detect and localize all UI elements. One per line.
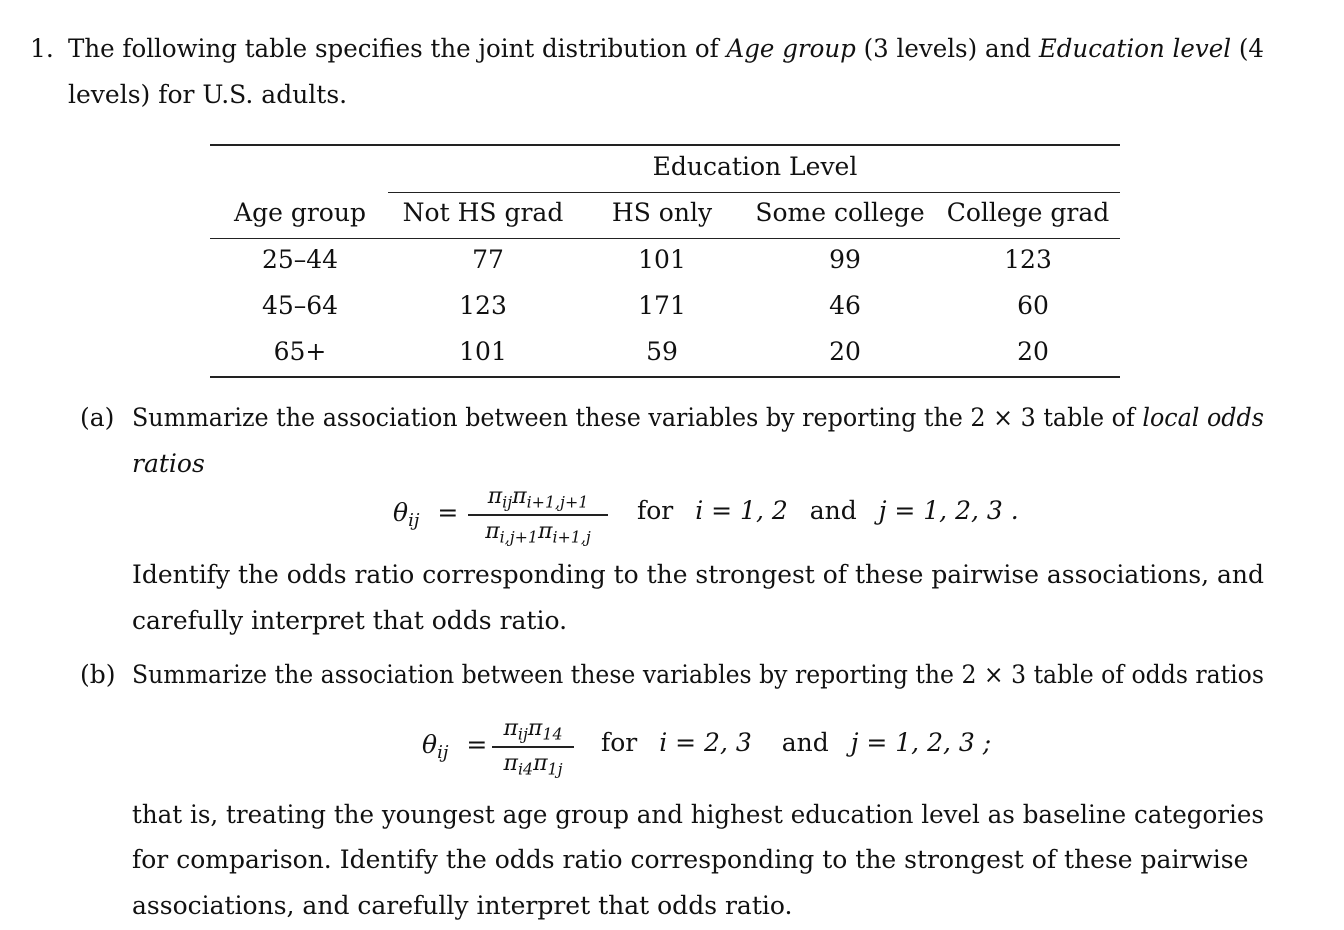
row-label-65-plus: 65+ <box>273 337 327 366</box>
formula-a-and: and <box>809 496 857 525</box>
formula-b-lhs: $\theta_{ij}$ = <box>422 730 488 764</box>
formula-b-j-range: j = 1, 2, 3 ; <box>850 728 992 757</box>
table-group-header: Education Level <box>652 152 858 181</box>
formula-a-numerator: $\pi_{ij}\pi_{i+1,j+1}$ <box>487 484 589 512</box>
formula-a-j-range: j = 1, 2, 3 . <box>878 496 1019 525</box>
row-label-25-44: 25–44 <box>261 245 339 274</box>
table-cell: 20 <box>1017 337 1049 366</box>
formula-a-denominator: $\pi_{i,j+1}\pi_{i+1,j}$ <box>485 518 591 547</box>
theta-symbol-b: θ <box>422 730 438 759</box>
part-a-text-line1: Identify the odds ratio corresponding to the strongest of these pairwise associations, and <box>132 560 1264 589</box>
theta-subscript-b: ij <box>437 742 449 764</box>
table-cell: 59 <box>646 337 678 366</box>
part-b-text-line1: that is, treating the youngest age group and highest education level as baseline categories <box>132 800 1264 829</box>
part-a-term: local odds <box>1142 403 1265 432</box>
problem-intro-line2: levels) for U.S. adults. <box>68 80 348 109</box>
intro-text-3: (4 <box>1231 34 1264 63</box>
formula-a-fraction <box>468 484 608 546</box>
table-cell: 123 <box>1004 245 1052 274</box>
table-cell: 171 <box>638 291 686 320</box>
formula-b-numerator: $\pi_{ij}\pi_{14}$ <box>503 716 563 744</box>
table-cell: 46 <box>829 291 861 320</box>
intro-text-2: (3 levels) and <box>855 34 1039 63</box>
col-header-not-hs-grad: Not HS grad <box>402 198 564 227</box>
formula-b-for: for <box>601 728 638 757</box>
table-cell: 77 <box>472 245 504 274</box>
formula-a-i-range: i = 1, 2 <box>695 496 788 525</box>
col-header-some-college: Some college <box>755 198 925 227</box>
part-a-line1 <box>132 403 1264 432</box>
part-a-label: (a) <box>80 403 115 432</box>
intro-var-education: Education level <box>1038 34 1232 63</box>
theta-symbol: θ <box>393 498 409 527</box>
col-header-hs-only: HS only <box>611 198 713 227</box>
formula-b-fraction-bar <box>492 746 574 748</box>
problem-intro-line1 <box>68 34 1264 63</box>
part-b-line1: Summarize the association between these variables by reporting the 2 × 3 table of odds ratios <box>132 660 1264 689</box>
part-a-line2 <box>132 449 205 478</box>
part-b-label: (b) <box>80 660 116 689</box>
part-a-term-cont: ratios <box>132 449 205 478</box>
part-b-text-line2: for comparison. Identify the odds ratio corresponding to the strongest of these pairwise <box>132 845 1249 874</box>
formula-a-for: for <box>637 496 674 525</box>
part-a-text: Summarize the association between these variables by reporting the 2 × 3 table of <box>132 403 1143 432</box>
formula-b-condition <box>601 728 991 757</box>
formula-b-denominator: $\pi_{i4}\pi_{1j}$ <box>503 750 563 779</box>
part-a-text-line2: carefully interpret that odds ratio. <box>132 606 568 635</box>
table-top-rule <box>210 144 1120 146</box>
intro-text-1: The following table specifies the joint distribution of <box>68 34 727 63</box>
row-label-45-64: 45–64 <box>261 291 339 320</box>
formula-a-fraction-bar <box>468 514 608 516</box>
formula-a-condition <box>637 496 1019 525</box>
table-cell: 123 <box>459 291 507 320</box>
table-cell: 20 <box>829 337 861 366</box>
intro-var-age: Age group <box>726 34 856 63</box>
formula-b-fraction <box>492 716 574 778</box>
formula-a-lhs: $\theta_{ij}$ = <box>393 498 459 532</box>
table-cell: 60 <box>1017 291 1049 320</box>
formula-b-and: and <box>781 728 829 757</box>
table-group-rule <box>388 192 1120 193</box>
table-bottom-rule <box>210 376 1120 378</box>
table-cell: 101 <box>638 245 686 274</box>
table-cell: 99 <box>829 245 861 274</box>
table-header-rule <box>210 238 1120 239</box>
problem-number: 1. <box>30 34 54 63</box>
table-cell: 101 <box>459 337 507 366</box>
theta-subscript: ij <box>408 510 420 532</box>
col-header-college-grad: College grad <box>946 198 1110 227</box>
formula-b-i-range: i = 2, 3 <box>659 728 752 757</box>
table-row-header: Age group <box>234 198 366 227</box>
part-b-text-line3: associations, and carefully interpret that odds ratio. <box>132 891 793 920</box>
